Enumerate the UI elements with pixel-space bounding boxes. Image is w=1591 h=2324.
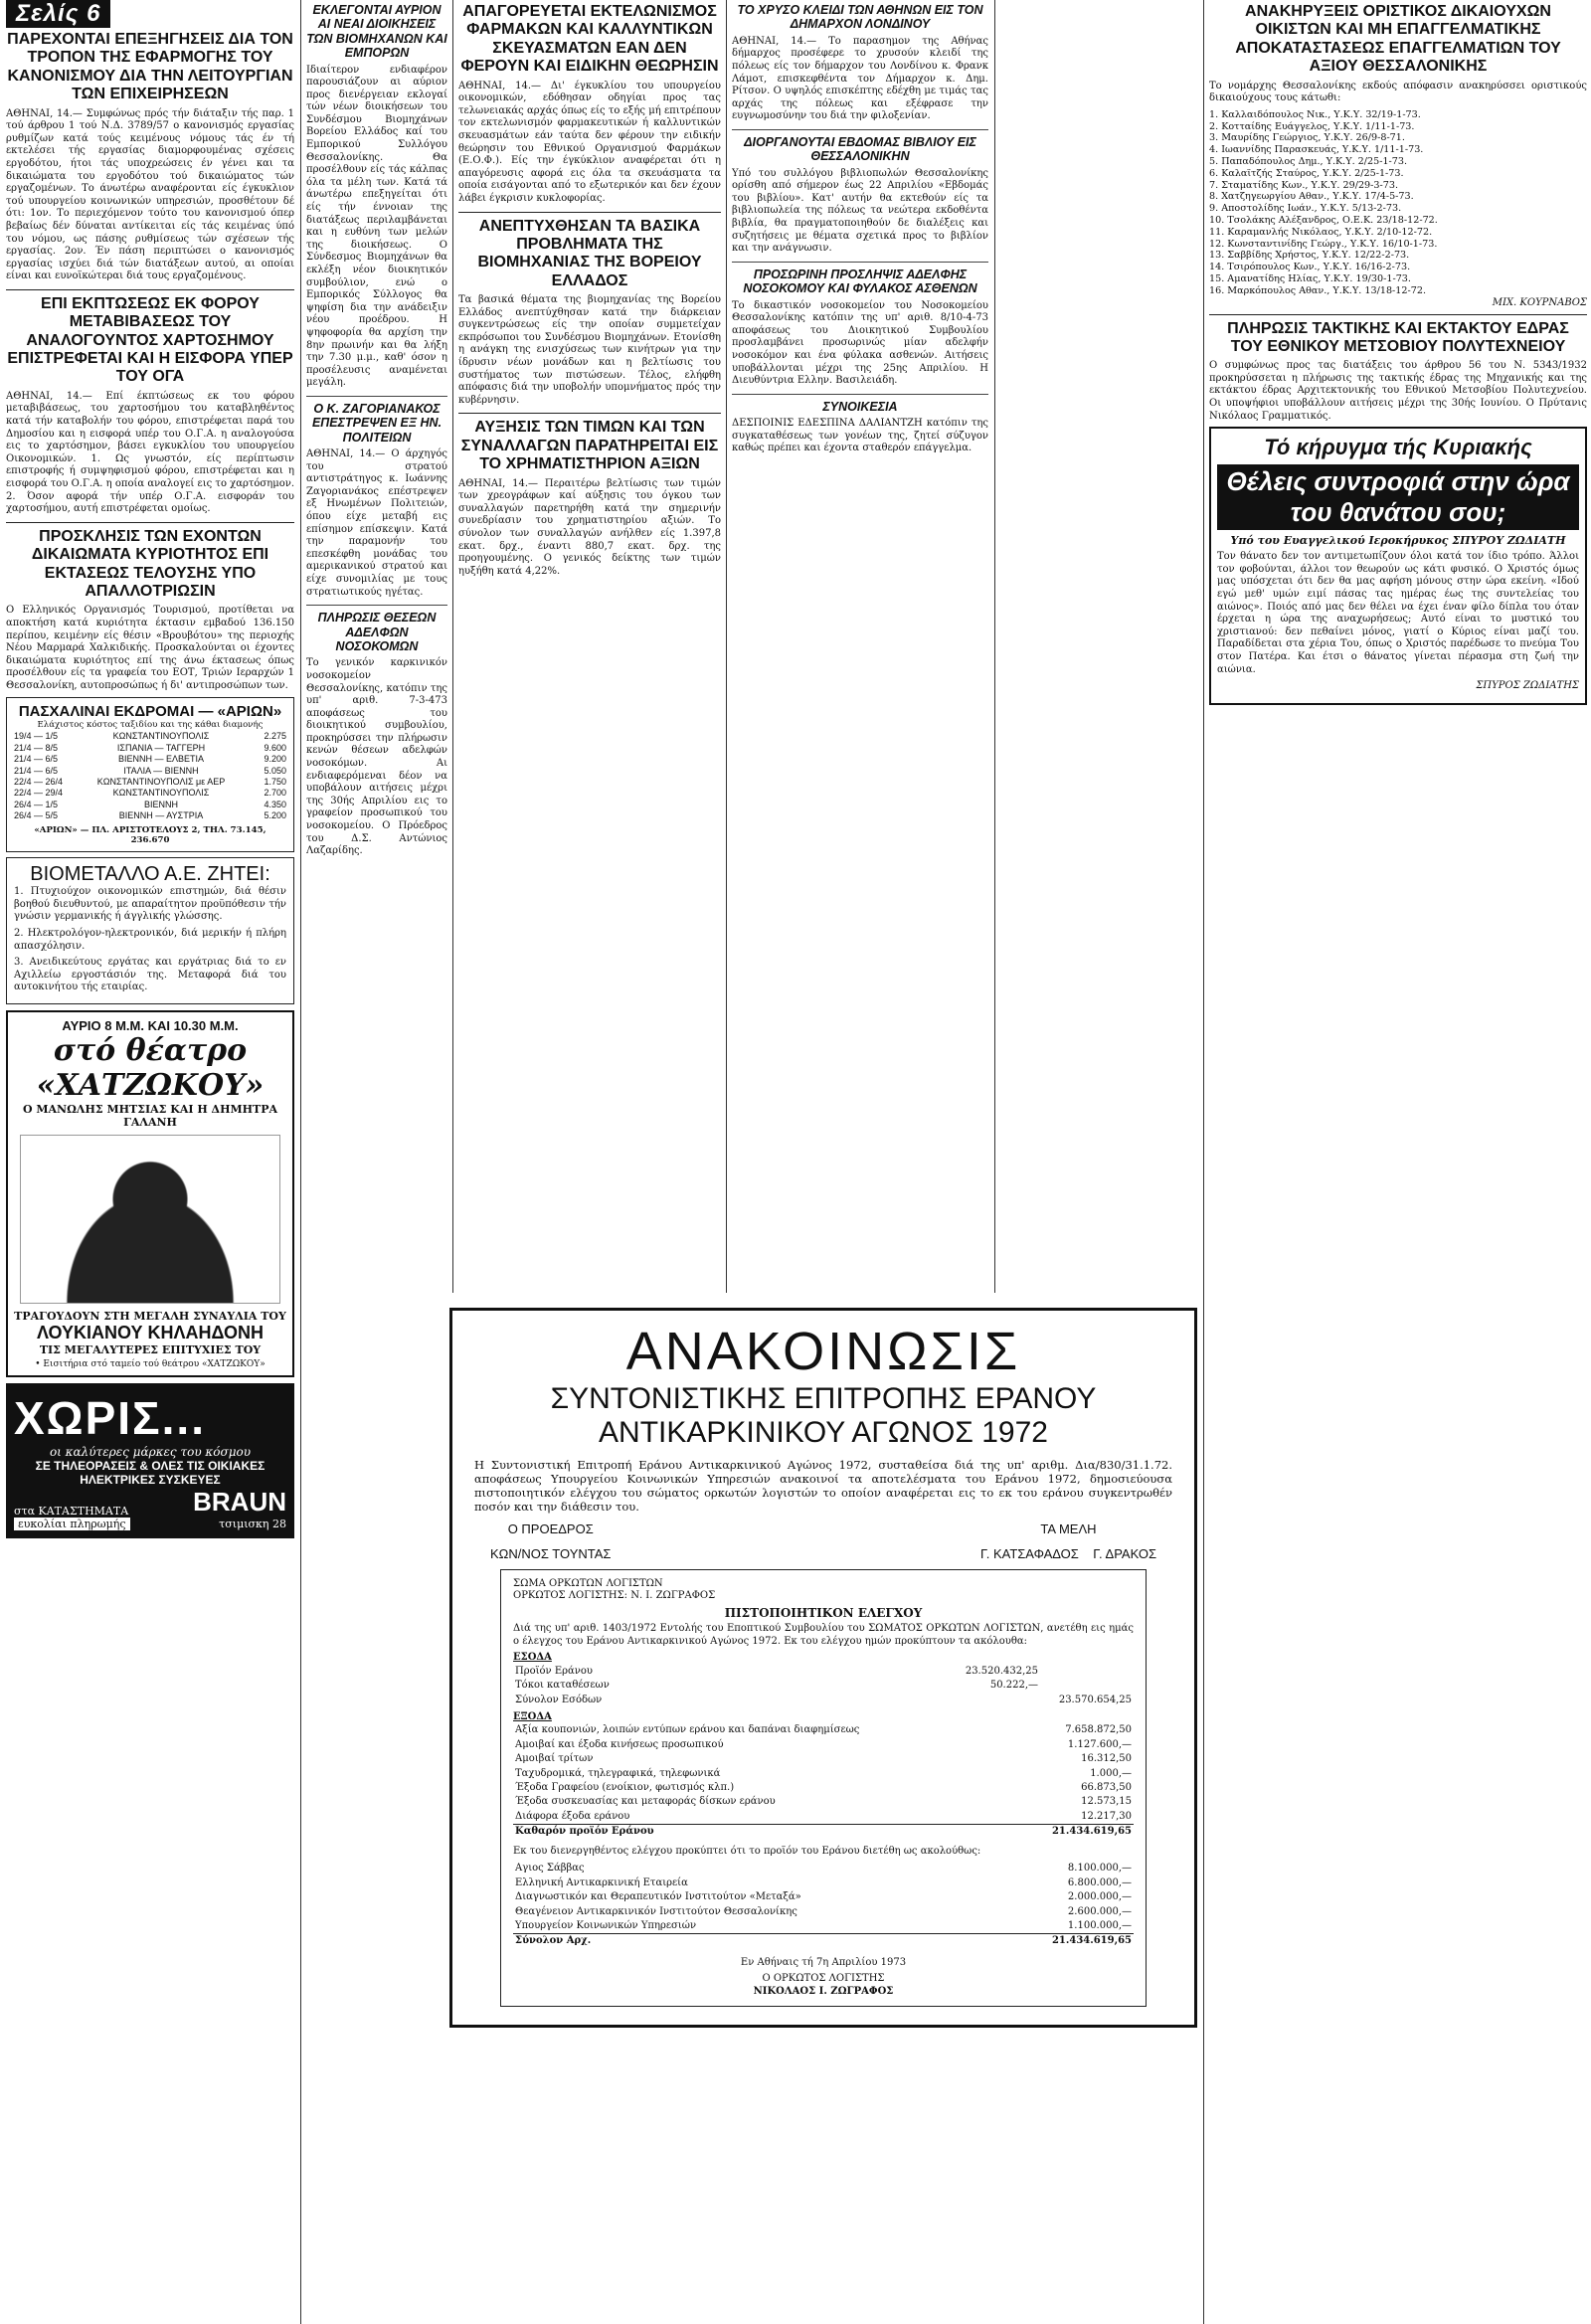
ledger-amount [947, 1694, 1040, 1707]
column-4 [732, 0, 988, 1293]
ledger-label: Προϊόν Εράνου [515, 1665, 593, 1677]
audit-findings: Εκ του διενεργηθέντος ελέγχου προκύπτει ότι το προϊόν του Εράνου διετέθη ως ακολούθως: [513, 1845, 981, 1857]
article-headline: ΕΠΙ ΕΚΠΤΩΣΕΩΣ ΕΚ ΦΟΡΟΥ ΜΕΤΑΒΙΒΑΣΕΩΣ ΤΟΥ ΑΝΑΛΟΓΟΥΝΤΟΣ ΧΑΡΤΟΣΗΜΟΥ ΕΠΙΣΤΡΕΦΕΤΑΙ ΚΑΙ Η ΕΙΣΦΟΡΑ ΥΠΕΡ ΤΟΥ ΟΓΑ [7, 294, 293, 386]
appliance-ad-line: στα ΚΑΤΑΣΤΗΜΑΤΑ [14, 1504, 129, 1518]
travel-date: 26/4 — 5/5 [14, 810, 59, 821]
travel-price: 1.750 [264, 776, 286, 787]
sermon-signature: ΣΠΥΡΟΣ ΖΩΔΙΑΤΗΣ [1476, 680, 1579, 692]
ledger-label: Τόκοι καταθέσεων [515, 1680, 610, 1692]
travel-ad-row [14, 766, 286, 777]
article-headline: ΔΙΟΡΓΑΝΟΥΤΑΙ ΕΒΔΟΜΑΣ ΒΙΒΛΙΟΥ ΕΙΣ ΘΕΣΣΑΛΟΝΙΚΗΝ [744, 134, 976, 164]
ledger-label: Διαγνωστικόν και Θεραπευτικόν Ινστιτούτον «Μεταξά» [515, 1891, 801, 1903]
article-body: Το γενικόν καρκινικόν νοσοκομείον Θεσσαλονίκης, κατόπιν της υπ' αριθ. 7-3-473 αποφάσεως του διοικητικού συμβουλίου, προκηρύσσει την πλήρωσιν κενών θέσεων αδελφών νοσοκόμων. Αι ενδιαφερόμεναι δέον να υποβάλουν αιτήσεις μέχρι της 30ής Απριλίου εις το γραφείον προσωπικού του νοσοκομείου. Ο Πρόεδρος του Δ.Σ. Αντώνιος Λαζαρίδης. [306, 657, 447, 857]
travel-price: 2.275 [264, 731, 286, 742]
beneficiary-item: 8. Χατζηγεωργίου Αθαν., Υ.Κ.Υ. 17/4-5-73. [1209, 191, 1414, 203]
column-rule [726, 0, 727, 1293]
ledger-amount: 6.800.000,— [1067, 1877, 1132, 1888]
ledger-amount: 1.127.600,— [1067, 1738, 1132, 1750]
article-headline: ΑΝΕΠΤΥΧΘΗΣΑΝ ΤΑ ΒΑΣΙΚΑ ΠΡΟΒΛΗΜΑΤΑ ΤΗΣ ΒΙΟΜΗΧΑΝΙΑΣ ΤΗΣ ΒΟΡΕΙΟΥ ΕΛΛΑΔΟΣ [477, 217, 702, 289]
article-body: Το δικαστικόν νοσοκομείον του Νοσοκομείου Θεσσαλονίκης κατόπιν της υπ' αριθ. 8/10-4-73 αποφάσεως του Διοικητικού Συμβουλίου προσλαμβάνει προσωρινώς μίαν αδελφήν νοσοκόμον και ένα φύλακα ασθενών. Αιτήσεις υποβάλλονται μέχρι της 25ης Απριλίου. Η Διευθύντρια Ελλην. Βασιλειάδη. [732, 299, 988, 387]
job-ad-item: 1. Πτυχιούχον οικονομικών επιστημών, διά θέσιν βοηθού διευθυντού, με απαραίτητον προϋπόθεσιν τήν γνώσιν γερμανικής ή άγγλικής γλώσσης. [14, 886, 286, 923]
beneficiary-item: 13. Σαββίδης Χρήστος, Υ.Κ.Υ. 12/22-2-73. [1209, 250, 1410, 262]
article-body: Τα βασικά θέματα της βιομηχανίας της Βορείου Ελλάδος ανεπτύχθησαν κατά την διάρκειαν συγκεντρώσεως είς την οποίαν συμμετείχαν εκπρόσωποι του Συνδέσμου Βιομηχάνων. Ετονίσθη η ανάγκη της ενισχύσεως των κινήτρων για την ίδρυσιν νέων μονάδων και η βελτίωσις του συστήματος των πιστώσεων. Τέλος, ελήφθη απόφασις διά την υποβολήν υπομνήματος πρός την κυβέρνησιν. [458, 294, 721, 406]
article-headline: ΕΚΛΕΓΟΝΤΑΙ ΑΥΡΙΟΝ ΑΙ ΝΕΑΙ ΔΙΟΙΚΗΣΕΙΣ ΤΩΝ ΒΙΟΜΗΧΑΝΩΝ ΚΑΙ ΕΜΠΟΡΩΝ [306, 3, 447, 61]
travel-date: 19/4 — 1/5 [14, 731, 59, 742]
announcement-intro: Η Συντονιστική Επιτροπή Εράνου Αντικαρκινικού Αγώνος 1972, συσταθείσα διά της υπ' αριθμ. Δια/830/31.1.72. αποφάσεως Υπουργείου Κοινωνικών Υπηρεσιών ανακοινοί τα αποτελέσματα του Εράνου 1972, δημοσιεύουσα πιστοποιητικόν ελέγχου του σώματος ορκωτών λογιστών το οποίον αναφέρεται εις το εκ του εράνου συγκεντρωθέν ποσόν και την διάθεσιν του. [474, 1458, 1172, 1514]
appliance-ad-payment: ευκολίαι πληρωμής [14, 1518, 130, 1530]
article-signature: ΜΙΧ. ΚΟΥΡΝΑΒΟΣ [1492, 296, 1587, 308]
sermon-author: Υπό του Ευαγγελικού Ιεροκήρυκος ΣΠΥΡΟΥ ΖΩΔΙΑΤΗ [1230, 534, 1566, 548]
job-ad-item: 2. Ηλεκτρολόγον-ηλεκτρονικόν, διά μερικήν ή πλήρη απασχόλησιν. [14, 927, 286, 952]
income-title: ΕΣΟΔΑ [513, 1652, 552, 1664]
distribution-row [513, 1877, 1134, 1890]
ledger-label: Υπουργείον Κοινωνικών Υπηρεσιών [515, 1919, 697, 1931]
expense-row [513, 1810, 1134, 1824]
concert-time: ΑΥΡΙΟ 8 Μ.Μ. ΚΑΙ 10.30 Μ.Μ. [62, 1017, 239, 1033]
travel-date: 21/4 — 8/5 [14, 742, 59, 753]
travel-ad [6, 697, 294, 852]
travel-destination: ΒΙΕΝΝΗ — ΕΛΒΕΤΙΑ [117, 754, 205, 765]
job-ad-title: ΒΙΟΜΕΤΑΛΛΟ Α.Ε. ΖΗΤΕΙ: [30, 863, 270, 886]
travel-ad-row [14, 788, 286, 799]
audit-certificate [500, 1569, 1147, 2007]
article-body: Υπό του συλλόγου βιβλιοπωλών Θεσσαλονίκης ορίσθη από σήμερον έως 22 Απριλίου «Εβδομάς του βιβλίου». Κατ' αυτήν θα εκτεθούν είς τα βιβλιοπωλεία της πόλεως τα νεώτερα εκδοθέντα βιβλία, θα πραγματοποιηθούν δε διαλέξεις και συζητήσεις με θέματα σχετικά προς το βιβλίον και την ανάγνωσιν. [732, 167, 988, 255]
column-rule [300, 0, 301, 2324]
concert-line: ΤΙΣ ΜΕΓΑΛΥΤΕΡΕΣ ΕΠΙΤΥΧΙΕΣ ΤΟΥ [39, 1342, 262, 1356]
travel-destination: ΚΩΝΣΤΑΝΤΙΝΟΥΠΟΛΙΣ [112, 788, 210, 799]
distribution-row [513, 1905, 1134, 1919]
expense-row [513, 1723, 1134, 1737]
article-body: Ο Ελληνικός Οργανισμός Τουρισμού, προτίθεται να αποκτήση κατά κυριότητα έκτασιν εμβαδού 136.150 περίπου, κειμένην είς θέσιν «Βρουβότου» της περιοχής Νέου Μαρμαρά Χαλκιδικής. Προσκαλούνται οι έχοντες δικαιώματα κυριότητος επί της άνω έκτασεως όπως προσέλθουν είς τα γραφεία του ΕΟΤ, Τριών Ιεραρχών 1 Θεσσαλονίκη, αυτοπροσώπως ή δι' αντιπροσώπων των. [6, 605, 294, 691]
ledger-label: Έξοδα συσκευασίας και μεταφοράς δίσκων εράνου [515, 1796, 776, 1808]
ledger-amount: 2.600.000,— [1067, 1905, 1132, 1917]
ledger-amount: 12.217,30 [1081, 1810, 1132, 1822]
audit-title: ΠΙΣΤΟΠΟΙΗΤΙΚΟΝ ΕΛΕΓΧΟΥ [724, 1605, 923, 1620]
travel-date: 26/4 — 1/5 [14, 799, 59, 809]
travel-ad-row [14, 810, 286, 821]
braun-logo: BRAUN [193, 1486, 286, 1517]
distribution-row [513, 1890, 1134, 1904]
expense-row [513, 1752, 1134, 1766]
beneficiary-item: 2. Κοτταίδης Ευάγγελος, Υ.Κ.Υ. 1/11-1-73. [1209, 120, 1415, 132]
travel-ad-subtitle: Ελάχιστος κόστος ταξιδίου και της κάθαι διαμονής [37, 720, 264, 731]
beneficiary-item: 1. Καλλαιδόπουλος Νικ., Υ.Κ.Υ. 32/19-1-73. [1209, 108, 1421, 120]
article-body: ΑΘΗΝΑΙ, 14.— Συμφώνως πρός τήν διάταξιν τής παρ. 1 τού άρθρου 1 τού Ν.Δ. 3789/57 ο κανονισμός εργασίας ρυθμίζων κατά τούς κειμένους νόμους τάς έν τή εκτελέσει τής εργασίας διαμορφουμένας σχέσεις εργοδότου, ήτοι τάς υποχρεώσεις έν γένει και τα δικαιώματα του εργοδότου τού δικαιώματος τών εργαζομένων. Το άνωτέρω αναφέρονται είς έγκυκλιον τού υπουργείου κοινωνικών υπηρεσιών, προσθέτουν δέ ότι: 1ον. Το περιεχόμενον τούτο του κανονισμού όπερ βεβαίως δέν δύναται αντίκειται είς τάς κειμένας ύπό του νόμου, ως πάσης ρυθμίσεως τών σχέσεων τής εργασίας. 2ον. Έν πάση περιπτώσει ο κανονισμός εργασίας ισχύει διά τών διατάξεων αυτού, αι οποίαι είναι και ευνοϊκώτεραι διά τους εργαζομένους. [6, 107, 294, 282]
beneficiary-item: 9. Αποστολίδης Ιωάν., Υ.Κ.Υ. 5/13-2-73. [1209, 203, 1402, 215]
article-body: ΑΘΗΝΑΙ, 14.— Δι' έγκυκλίου του υπουργείου οικονομικών, εδόθησαν οδηγίαι προς τας τελωνειακάς αρχάς όπως είς το εξής μή επιτρέπουν τον εκτελωνισμόν φαρμακευτικών ή καλλυντικών σκευασμάτων εάν ταύτα δεν φέρουν την ειδικήν θεώρησιν του Εθνικού Οργανισμού Φαρμάκων (Ε.Ο.Φ.). Είς την έγκύκλιον αναφέρεται ότι η απαγόρευσις αφορά εις όλα τα σκευάσματα τα οποία εισάγονται από το εξωτερικόν και δεν έχουν λάβει έγκρισιν κυκλοφορίας. [458, 80, 721, 204]
travel-price: 9.200 [264, 754, 286, 765]
page-number-banner: Σελίς 6 [6, 0, 110, 28]
travel-ad-footer: «ΑΡΙΩΝ» — ΠΛ. ΑΡΙΣΤΟΤΕΛΟΥΣ 2, ΤΗΛ. 73.145, 236.670 [34, 824, 266, 846]
audit-org: ΣΩΜΑ ΟΡΚΩΤΩΝ ΛΟΓΙΣΤΩΝ [513, 1578, 663, 1589]
audit-date: Εν Αθήναις τή 7η Απριλίου 1973 [740, 1956, 907, 1968]
beneficiary-item: 15. Αμανατίδης Ηλίας, Υ.Κ.Υ. 19/30-1-73. [1209, 272, 1411, 284]
ledger-amount: 23.520.432,25 [965, 1665, 1038, 1677]
beneficiary-item: 4. Ιωαννίδης Παρασκευάς, Υ.Κ.Υ. 1/11-1-73. [1209, 144, 1424, 156]
distribution-table [513, 1862, 1134, 1933]
travel-date: 22/4 — 29/4 [14, 788, 64, 799]
ledger-amount: 7.658.872,50 [1065, 1724, 1132, 1736]
sermon-lead: Τό κήρυγμα τής Κυριακής [1264, 435, 1532, 460]
article-headline: ΣΥΝΟΙΚΕΣΙΑ [822, 399, 898, 414]
article-body: Ιδιαίτερον ενδιαφέρον παρουσιάζουν αι αύριον προς διενέργειαν εκλογαί τών νέων διοικήσεων του Συνδέσμου Βιομηχάνων Βορείου Ελλάδος καί του Εμπορικού Συλλόγου Θεσσαλονίκης. Θα προσέλθουν είς τάς κάλπας όλα τα μέλη των. Κατά τά άνωτέρω επεξηγείται ότι είς τήν έννοιαν της διατάξεως περιλαμβάνεται και η ευθύνη των μελών της διοικήσεως. Ο Σύνδεσμος Βιομηχάνων θα εκλέξη νέον διοικητικόν συμβούλιον, ενώ ο Εμπορικός Σύλλογος θα ψηφίση δια την ανάδειξιν νέου προέδρου. Η ψηφοφορία θα αρχίση την 8ην πρωινήν και θα λήξη την 7.30 μ.μ., καθ' όσον η προσέλευσις αναμένεται μεγάλη. [306, 64, 447, 389]
concert-stars: Ο ΜΑΝΩΛΗΣ ΜΗΤΣΙΑΣ ΚΑΙ Η ΔΗΜΗΤΡΑ ΓΑΛΑΝΗ [22, 1102, 278, 1129]
travel-date: 21/4 — 6/5 [14, 765, 59, 776]
ledger-label: Αγιος Σάββας [515, 1863, 585, 1875]
appliance-ad-line: ΣΕ ΤΗΛΕΟΡΑΣΕΙΣ & ΟΛΕΣ ΤΙΣ ΟΙΚΙΑΚΕΣ [35, 1458, 265, 1473]
column-rule [1203, 0, 1204, 2324]
article-headline: ΑΝΑΚΗΡΥΞΕΙΣ ΟΡΙΣΤΙΚΟΣ ΔΙΚΑΙΟΥΧΩΝ ΟΙΚΙΣΤΩΝ ΚΑΙ ΜΗ ΕΠΑΓΓΕΛΜΑΤΙΚΗΣ ΑΠΟΚΑΤΑΣΤΑΣΕΩΣ ΕΠΑΓΓΕΛΜΑΤΙΩΝ ΤΟΥ ΑΞΙΟΥ ΘΕΣΣΑΛΟΝΙΚΗΣ [1235, 3, 1561, 76]
beneficiary-item: 11. Καραμανλής Νικόλαος, Υ.Κ.Υ. 2/10-12-72. [1209, 226, 1433, 238]
appliance-ad-headline: ΧΩΡΙΣ... [14, 1391, 206, 1444]
ledger-label: Σύνολον Εσόδων [515, 1694, 603, 1705]
article-body: ΑΘΗΝΑΙ, 14.— Επί έκπτώσεως εκ του φόρου μεταβιβάσεως, του χαρτοσήμου του καταβληθέντος κατά τήν καταβολήν του φόρου, επιστρέφεται παρά του Δημοσίου και η εισφορά υπέρ του Ο.Γ.Α. η αναλογούσα εις το χαρτόσημον, βάσει εγκυκλίου του υπουργείου Οικονομικών. 1. Ως γνωστόν, είς περίπτωσιν επιστροφής ή συμψηφισμού φόρου, επιστρέφεται και η εισφορά του Ο.Γ.Α. η οποία αναλογεί εις το χαρτόσημον. 2. Όσον αφορά τήν υπέρ Ο.Γ.Α. εισφοράν του χαρτοσήμου, αυτή επιστρέφεται ομοίως. [6, 390, 294, 515]
audit-accountant: ΟΡΚΩΤΟΣ ΛΟΓΙΣΤΗΣ: Ν. Ι. ΖΩΓΡΑΦΟΣ [513, 1590, 716, 1602]
column-2 [306, 0, 447, 1293]
article-headline: ΤΟ ΧΡΥΣΟ ΚΛΕΙΔΙ ΤΩΝ ΑΘΗΝΩΝ ΕΙΣ ΤΟΝ ΔΗΜΑΡΧΟΝ ΛΟΝΔΙΝΟΥ [737, 3, 983, 32]
beneficiary-item: 3. Μαυρίδης Γεώργιος, Υ.Κ.Υ. 26/9-8-71. [1209, 132, 1405, 144]
fundraising-announcement [449, 1308, 1197, 2317]
travel-price: 4.350 [264, 799, 286, 809]
column-5 [1209, 0, 1587, 2324]
ledger-label: Θεαγένειον Αντικαρκινικόν Ινστιτούτον Θεσσαλονίκης [515, 1905, 797, 1917]
column-3 [458, 0, 721, 1293]
president-title: Ο ΠΡΟΕΔΡΟΣ [507, 1521, 594, 1536]
appliance-ad-line: οι καλύτερες μάρκες του κόσμου [49, 1444, 252, 1459]
ledger-amount: 8.100.000,— [1067, 1863, 1132, 1875]
announcement-box [449, 1308, 1197, 2028]
ledger-amount: 50.222,— [989, 1680, 1038, 1692]
expense-row [513, 1795, 1134, 1809]
president-name: ΚΩΝ/ΝΟΣ ΤΟΥΝΤΑΣ [490, 1546, 612, 1561]
article-headline: ΠΑΡΕΧΟΝΤΑΙ ΕΠΕΞΗΓΗΣΕΙΣ ΔΙΑ ΤΟΝ ΤΡΟΠΟΝ ΤΗΣ ΕΦΑΡΜΟΓΗΣ ΤΟΥ ΚΑΝΟΝΙΣΜΟΥ ΔΙΑ ΤΗΝ ΛΕΙΤΟΥΡΓΙΑΝ ΤΩΝ ΕΠΙΧΕΙΡΗΣΕΩΝ [7, 31, 293, 103]
article-headline: ΑΥΞΗΣΙΣ ΤΩΝ ΤΙΜΩΝ ΚΑΙ ΤΩΝ ΣΥΝΑΛΛΑΓΩΝ ΠΑΡΑΤΗΡΕΙΤΑΙ ΕΙΣ ΤΟ ΧΡΗΜΑΤΙΣΤΗΡΙΟΝ ΑΞΙΩΝ [460, 419, 719, 473]
travel-date: 22/4 — 26/4 [14, 776, 64, 787]
announcement-title: ΑΝΑΚΟΙΝΩΣΙΣ [625, 1322, 1021, 1381]
net-total: 21.434.619,65 [1040, 1825, 1134, 1840]
ledger-amount: 1.000,— [1090, 1767, 1132, 1779]
concert-venue: στό θέατρο «ΧΑΤΖΩΚΟΥ» [36, 1032, 265, 1103]
expense-table [513, 1723, 1134, 1824]
travel-ad-list [14, 731, 286, 821]
audit-intro: Διά της υπ' αριθ. 1403/1972 Εντολής του Εποπτικού Συμβουλίου του ΣΩΜΑΤΟΣ ΟΡΚΩΤΩΝ ΛΟΓΙΣΤΩΝ, ανετέθη εις ημάς ο έλεγχος του Εράνου Αντικαρκινικού Αγώνος 1972. Εκ του ελέγχου ημών προκύπτουν τα ακόλουθα: [513, 1623, 1134, 1647]
announcement-subtitle: ΣΥΝΤΟΝΙΣΤΙΚΗΣ ΕΠΙΤΡΟΠΗΣ ΕΡΑΝΟΥ ΑΝΤΙΚΑΡΚΙΝΙΚΟΥ ΑΓΩΝΟΣ 1972 [550, 1382, 1097, 1449]
travel-destination: ΒΙΕΝΝΗ [143, 799, 178, 809]
appliance-ad [6, 1383, 294, 1538]
article-headline: Ο Κ. ΖΑΓΟΡΙΑΝΑΚΟΣ ΕΠΕΣΤΡΕΨΕΝ ΕΞ ΗΝ. ΠΟΛΙΤΕΙΩΝ [311, 401, 442, 445]
article-headline: ΠΛΗΡΩΣΙΣ ΤΑΚΤΙΚΗΣ ΚΑΙ ΕΚΤΑΚΤΟΥ ΕΔΡΑΣ ΤΟΥ ΕΘΝΙΚΟΥ ΜΕΤΣΟΒΙΟΥ ΠΟΛΥΤΕΧΝΕΙΟΥ [1227, 319, 1569, 355]
ledger-amount: 1.100.000,— [1067, 1919, 1132, 1931]
expense-row [513, 1738, 1134, 1752]
beneficiaries-list [1209, 109, 1587, 297]
article-headline: ΑΠΑΓΟΡΕΥΕΤΑΙ ΕΚΤΕΛΩΝΙΣΜΟΣ ΦΑΡΜΑΚΩΝ ΚΑΙ ΚΑΛΛΥΝΤΙΚΩΝ ΣΚΕΥΑΣΜΑΤΩΝ ΕΑΝ ΔΕΝ ΦΕΡΟΥΝ ΚΑΙ ΕΙΔΙΚΗΝ ΘΕΩΡΗΣΙΝ [460, 3, 719, 76]
income-row [513, 1665, 1134, 1679]
travel-ad-row [14, 800, 286, 810]
column-rule [994, 0, 995, 1293]
ledger-label: Αμοιβαί τρίτων [515, 1753, 594, 1765]
column-rule [452, 0, 453, 1293]
sermon-body: Τον θάνατο δεν τον αντιμετωπίζουν όλοι κατά τον ίδιο τρόπο. Άλλοι τον φοβούνται, άλλοι τον θεωρούν ως κάτι φυσικό. Ο Χριστός όμως μας υπόσχεται ότι δεν θα μας αφήση μόνους στην ώρα εκείνη. «Ιδού εγώ μεθ' υμών ειμί πάσας τας ημέρας έως της συντελείας του αιώνος». Ποιός από μας δεν θέλει να έχει έναν φίλο δίπλα του όταν έρχεται η ώρα της αναχωρήσεως; Αυτό είναι το μυστικό του χριστιανού: δεν πεθαίνει μόνος, γιατί ο Κύριος είναι μαζί του. Παραδίδεται στα χέρια Του, όπως ο Χριστός παρέδωσε το πνεύμα Του στον Πατέρα. Και έτσι ο θάνατος γίνεται πέρασμα στη ζωή την αιώνια. [1217, 551, 1579, 675]
job-ad [6, 857, 294, 1004]
beneficiary-item: 16. Μαρκόπουλος Αθαν., Υ.Κ.Υ. 13/18-12-72. [1209, 284, 1427, 296]
travel-price: 5.050 [264, 765, 286, 776]
travel-ad-title: ΠΑΣΧΑΛΙΝΑΙ ΕΚΔΡΟΜΑΙ — «ΑΡΙΩΝ» [18, 703, 282, 721]
travel-destination: ΚΩΝΣΤΑΝΤΙΝΟΥΠΟΛΙΣ [112, 731, 210, 742]
ledger-total: 23.570.654,25 [1058, 1694, 1132, 1705]
expense-row [513, 1781, 1134, 1795]
income-row [513, 1694, 1134, 1707]
beneficiary-item: 10. Τσολάκης Αλέξανδρος, Ο.Ε.Κ. 23/18-12-72. [1209, 214, 1438, 226]
distribution-total-label: Σύνολον Αρχ. [513, 1934, 1040, 1949]
sunday-sermon [1209, 427, 1587, 705]
article-body: ΑΘΗΝΑΙ, 14.— Περαιτέρω βελτίωσις των τιμών των χρεογράφων καί αύξησις του όγκου των συναλλαγών παρετηρήθη κατά την σημερινήν συνεδρίασιν του χρηματιστηρίου αξιών. Το σύνολον των συναλλαγών ανήλθεν είς 1.397,8 εκατ. δρχ., έναντι 880,7 εκατ. δρχ. της προηγουμένης. Ο γενικός δείκτης των τιμών ηυξήθη κατά 4,22%. [458, 477, 721, 577]
travel-ad-row [14, 777, 286, 788]
ledger-label: Αμοιβαί και έξοδα κινήσεως προσωπικού [515, 1738, 724, 1750]
distribution-row [513, 1919, 1134, 1933]
income-row [513, 1679, 1134, 1693]
article-headline: ΠΛΗΡΩΣΙΣ ΘΕΣΕΩΝ ΑΔΕΛΦΩΝ ΝΟΣΟΚΟΜΩΝ [317, 611, 437, 653]
concert-ad [6, 1010, 294, 1377]
column-1 [6, 0, 294, 2324]
ledger-amount: 2.000.000,— [1067, 1891, 1132, 1903]
ledger-label: Διάφορα έξοδα εράνου [515, 1810, 630, 1822]
article-body: ΑΘΗΝΑΙ, 14.— Ο άρχηγός του στρατού αντιστράτηγος κ. Ιωάννης Ζαγοριανάκος επέστρεψεν εξ Ηνωμένων Πολιτειών, όπου είχε μεταβή εις επίσημον επίσκεψιν. Κατά την παραμονήν του επεσκέφθη μονάδας του αμερικανικού στρατού και είχε συνομιλίας με τους στρατιωτικούς ηγέτας. [306, 448, 447, 598]
auditor-name: ΝΙΚΟΛΑΟΣ Ι. ΖΩΓΡΑΦΟΣ [753, 1985, 894, 1997]
article-body: ΔΕΣΠΟΙΝΙΣ ΕΔΕΣΠΙΝΑ ΔΑΛΙΑΝΤΖΗ κατόπιν της συγκαταθέσεως των γονέων της, ζητεί σύζυγον καθώς πρέπει και έχοντα σταθερόν επάγγελμα. [732, 418, 988, 454]
expense-row [513, 1767, 1134, 1781]
article-body: ΑΘΗΝΑΙ, 14.— Το παρασημον της Αθήνας δήμαρχος προσέφερε το χρυσούν κλειδί της πόλεως είς τον δήμαρχον του Λονδίνου κ. Φρανκ Λάμοτ, επισκεφθέντα τον Δήμαρχον κ. Δημ. Ρίτσον. Ο υψηλός επισκέπτης εδέχθη με τιμάς τας αρχάς της πόλεως και εξέφρασε την ευγνωμοσύνην του διά την φιλοξενίαν. [732, 35, 988, 122]
travel-price: 5.200 [264, 810, 286, 821]
ledger-amount: 66.873,50 [1081, 1782, 1132, 1794]
member-name: Γ. ΔΡΑΚΟΣ [1093, 1546, 1156, 1561]
article-intro: Το νομάρχης Θεσσαλονίκης εκδούς απόφασιν ανακηρύσσει οριστικούς δικαιούχους τους κάτωθι: [1209, 80, 1587, 104]
expense-title: ΕΞΟΔΑ [513, 1711, 552, 1723]
travel-ad-row [14, 731, 286, 742]
travel-destination: ΙΣΠΑΝΙΑ — ΤΑΓΓΕΡΗ [116, 742, 206, 753]
travel-destination: ΙΤΑΛΙΑ — ΒΙΕΝΝΗ [123, 765, 199, 776]
article-headline: ΠΡΟΣΚΛΗΣΙΣ ΤΩΝ ΕΧΟΝΤΩΝ ΔΙΚΑΙΩΜΑΤΑ ΚΥΡΙΟΤΗΤΟΣ ΕΠΙ ΕΚΤΑΣΕΩΣ ΤΕΛΟΥΣΗΣ ΥΠΟ ΑΠΑΛΛΟΤΡΙΩΣΙΝ [31, 527, 269, 600]
concert-composer: ΛΟΥΚΙΑΝΟΥ ΚΗΛΑΗΔΟΝΗ [37, 1322, 264, 1342]
auditor-title: Ο ΟΡΚΩΤΟΣ ΛΟΓΙΣΤΗΣ [762, 1973, 885, 1985]
net-label: Καθαρόν προϊόν Εράνου [513, 1825, 1040, 1840]
members-title: ΤΑ ΜΕΛΗ [1040, 1521, 1097, 1536]
beneficiary-item: 7. Σταματίδης Κων., Υ.Κ.Υ. 29/29-3-73. [1209, 179, 1398, 191]
travel-destination: ΒΙΕΝΝΗ — ΑΥΣΤΡΙΑ [118, 810, 204, 821]
beneficiary-item: 12. Κωνσταντινίδης Γεώργ., Υ.Κ.Υ. 16/10-1-73. [1209, 238, 1438, 250]
travel-ad-row [14, 754, 286, 765]
concert-line: ΤΡΑΓΟΥΔΟΥΝ ΣΤΗ ΜΕΓΑΛΗ ΣΥΝΑΥΛΙΑ ΤΟΥ [14, 1309, 286, 1323]
sermon-title: Θέλεις συντροφιά στην ώρα του θανάτου σου; [1217, 464, 1579, 530]
distribution-row [513, 1862, 1134, 1876]
ledger-label: Αξία κουπονιών, λοιπών εντύπων εράνου και δαπάναι διαφημίσεως [515, 1724, 860, 1736]
beneficiary-item: 6. Καλαϊτζής Σταύρος, Υ.Κ.Υ. 2/25-1-73. [1209, 167, 1404, 179]
travel-price: 9.600 [264, 742, 286, 753]
beneficiary-item: 5. Παπαδόπουλος Δημ., Υ.Κ.Υ. 2/25-1-73. [1209, 155, 1408, 167]
appliance-ad-line: ΗΛΕΚΤΡΙΚΕΣ ΣΥΣΚΕΥΕΣ [80, 1472, 221, 1487]
travel-destination: ΚΩΝΣΤΑΝΤΙΝΟΥΠΟΛΙΣ με ΑΕΡ [96, 776, 226, 787]
income-table [513, 1665, 1134, 1707]
ledger-label: Έξοδα Γραφείου (ενοίκιον, φωτισμός κλπ.) [515, 1782, 735, 1794]
distribution-total: 21.434.619,65 [1040, 1934, 1134, 1949]
ledger-total [1040, 1665, 1134, 1679]
concert-photo [20, 1135, 280, 1304]
travel-price: 2.700 [264, 788, 286, 799]
member-name: Γ. ΚΑΤΣΑΦΑΔΟΣ [979, 1546, 1079, 1561]
ledger-total [1040, 1679, 1134, 1693]
ledger-amount: 16.312,50 [1081, 1753, 1132, 1765]
ledger-label: Ταχυδρομικά, τηλεγραφικά, τηλεφωνικά [515, 1767, 721, 1779]
concert-tickets: • Εισιτήρια στό ταμείο τού θεάτρου «ΧΑΤΖΩΚΟΥ» [35, 1358, 265, 1369]
job-ad-item: 3. Ανειδικεύτους εργάτας και εργάτριας διά το εν Αχιλλείω εργοστάσιόν της. Μεταφορά διά του αυτοκινήτου τής εταιρίας. [14, 957, 286, 993]
beneficiary-item: 14. Τσιρόπουλος Κων., Υ.Κ.Υ. 16/16-2-73. [1209, 262, 1411, 273]
article-headline: ΠΡΟΣΩΡΙΝΗ ΠΡΟΣΛΗΨΙΣ ΑΔΕΛΦΗΣ ΝΟΣΟΚΟΜΟΥ ΚΑΙ ΦΥΛΑΚΟΣ ΑΣΘΕΝΩΝ [743, 267, 977, 296]
ledger-label: Ελληνική Αντικαρκινική Εταιρεία [515, 1877, 688, 1888]
ledger-amount: 12.573,15 [1081, 1796, 1132, 1808]
travel-ad-row [14, 743, 286, 754]
article-body: Ο συμφώνως προς τας διατάξεις του άρθρου 56 του Ν. 5343/1932 προκηρύσσεται η πλήρωσις της τακτικής έδρας της Μηχανικής και της εκτάκτου έδρας Αρχιτεκτονικής του Εθνικού Μετσοβίου Πολυτεχνείου. Οι υποψήφιοι υποβάλλουν αιτήσεις μέχρι της 30ής Ιουνίου. Ο Πρύτανις Νικόλαος Γραμματικός. [1209, 360, 1587, 422]
travel-date: 21/4 — 6/5 [14, 754, 59, 765]
appliance-ad-address: τσιμισκη 28 [219, 1517, 286, 1530]
